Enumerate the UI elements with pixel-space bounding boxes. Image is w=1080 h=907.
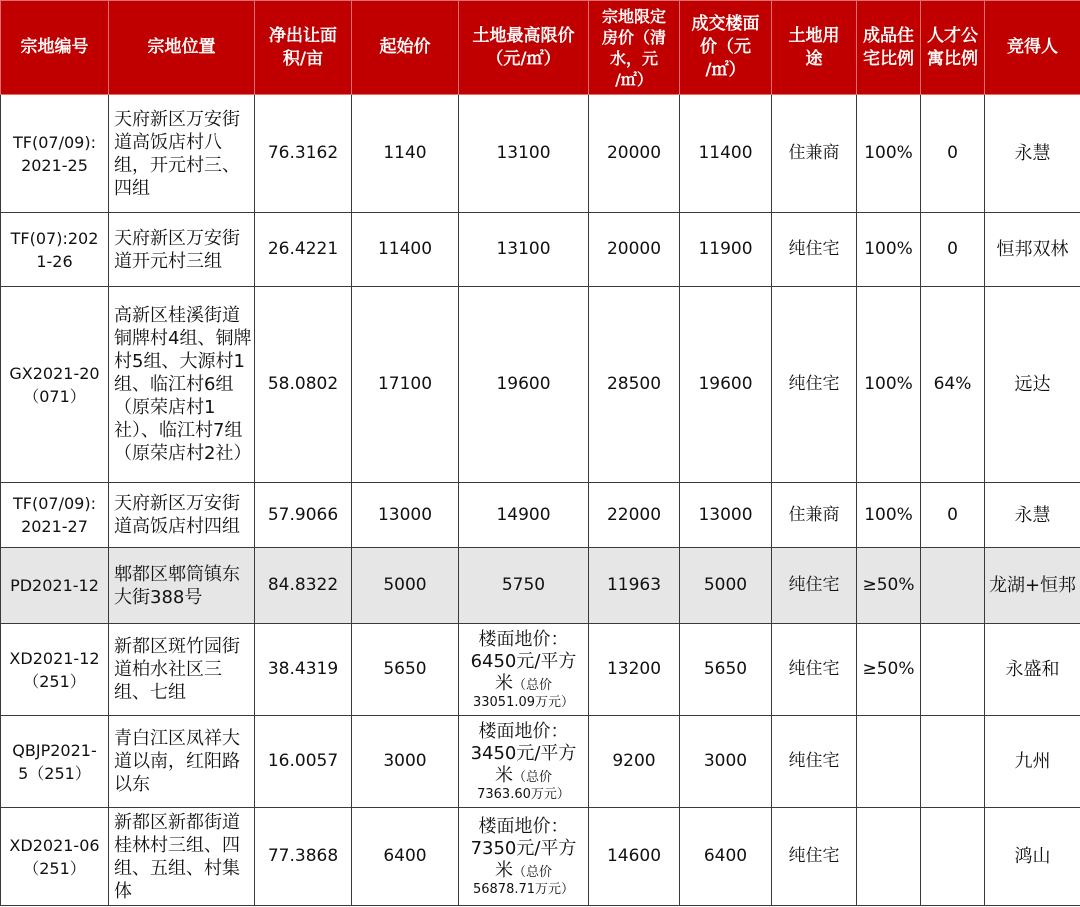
cell-finished-ratio: 100%	[857, 213, 921, 287]
cell-limit-price: 11963	[589, 548, 680, 624]
header-area: 净出让面 积/亩	[255, 1, 352, 95]
cell-bidder: 永慧	[985, 483, 1080, 548]
cell-location: 青白江区凤祥大道以南，红阳路以东	[109, 716, 255, 808]
cell-area: 84.8322	[255, 548, 352, 624]
cell-bidder: 远达	[985, 287, 1080, 483]
header-limit-price: 宗地限定 房价（清 水，元 /㎡）	[589, 1, 680, 95]
header-finished-ratio: 成品住 宅比例	[857, 1, 921, 95]
cell-limit-price: 14600	[589, 808, 680, 906]
cell-floor-price: 11900	[680, 213, 772, 287]
header-location: 宗地位置	[109, 1, 255, 95]
header-bidder: 竞得人	[985, 1, 1080, 95]
cell-finished-ratio: ≥50%	[857, 624, 921, 716]
table-row	[1, 95, 1080, 213]
cell-code: PD2021-12	[1, 548, 109, 624]
cell-location: 天府新区万安街道高饭店村四组	[109, 483, 255, 548]
cell-finished-ratio	[857, 716, 921, 808]
cell-location: 天府新区万安街道高饭店村八组，开元村三、四组	[109, 95, 255, 213]
cell-code: TF(07):202 1-26	[1, 213, 109, 287]
cell-max-price: 5750	[459, 548, 589, 624]
header-row	[1, 1, 1080, 95]
cell-location: 新都区新都街道桂林村三组、四组、五组、村集体	[109, 808, 255, 906]
cell-talent-ratio	[921, 716, 985, 808]
cell-limit-price: 20000	[589, 95, 680, 213]
cell-floor-price: 5000	[680, 548, 772, 624]
cell-finished-ratio: 100%	[857, 287, 921, 483]
cell-use: 纯住宅	[772, 624, 857, 716]
header-talent-ratio: 人才公 寓比例	[921, 1, 985, 95]
cell-use: 纯住宅	[772, 808, 857, 906]
cell-floor-price: 6400	[680, 808, 772, 906]
cell-use: 纯住宅	[772, 548, 857, 624]
cell-limit-price: 20000	[589, 213, 680, 287]
cell-use: 纯住宅	[772, 213, 857, 287]
cell-talent-ratio: 0	[921, 213, 985, 287]
table-row	[1, 716, 1080, 808]
cell-location: 郫都区郫筒镇东大街388号	[109, 548, 255, 624]
cell-start-price: 6400	[352, 808, 459, 906]
cell-code: XD2021-12 （251）	[1, 624, 109, 716]
cell-use: 住兼商	[772, 95, 857, 213]
cell-start-price: 13000	[352, 483, 459, 548]
cell-talent-ratio: 64%	[921, 287, 985, 483]
cell-use: 住兼商	[772, 483, 857, 548]
table-row	[1, 624, 1080, 716]
cell-area: 38.4319	[255, 624, 352, 716]
cell-bidder: 永慧	[985, 95, 1080, 213]
cell-limit-price: 22000	[589, 483, 680, 548]
cell-bidder: 鸿山	[985, 808, 1080, 906]
cell-bidder: 永盛和	[985, 624, 1080, 716]
cell-code: XD2021-06 （251）	[1, 808, 109, 906]
cell-bidder: 九州	[985, 716, 1080, 808]
cell-code: TF(07/09): 2021-27	[1, 483, 109, 548]
cell-start-price: 5650	[352, 624, 459, 716]
cell-location: 新都区斑竹园街道柏水社区三组、七组	[109, 624, 255, 716]
header-code: 宗地编号	[1, 1, 109, 95]
cell-code: TF(07/09): 2021-25	[1, 95, 109, 213]
header-max-price: 土地最高限价 （元/㎡）	[459, 1, 589, 95]
cell-talent-ratio: 0	[921, 95, 985, 213]
cell-talent-ratio: 0	[921, 483, 985, 548]
cell-start-price: 5000	[352, 548, 459, 624]
cell-max-price: 13100	[459, 213, 589, 287]
cell-max-price: 13100	[459, 95, 589, 213]
cell-limit-price: 28500	[589, 287, 680, 483]
header-floor-price: 成交楼面 价（元 /㎡）	[680, 1, 772, 95]
cell-floor-price: 19600	[680, 287, 772, 483]
cell-bidder: 恒邦双林	[985, 213, 1080, 287]
cell-code: GX2021-20 （071）	[1, 287, 109, 483]
cell-area: 26.4221	[255, 213, 352, 287]
cell-location: 天府新区万安街道开元村三组	[109, 213, 255, 287]
cell-max-price: 14900	[459, 483, 589, 548]
cell-use: 纯住宅	[772, 287, 857, 483]
cell-code: QBJP2021- 5（251）	[1, 716, 109, 808]
cell-limit-price: 9200	[589, 716, 680, 808]
cell-start-price: 11400	[352, 213, 459, 287]
cell-start-price: 3000	[352, 716, 459, 808]
cell-start-price: 1140	[352, 95, 459, 213]
table-row	[1, 213, 1080, 287]
cell-max-price: 楼面地价： 6450元/平方 米（总价 33051.09万元）	[459, 624, 589, 716]
cell-finished-ratio: 100%	[857, 95, 921, 213]
cell-area: 16.0057	[255, 716, 352, 808]
cell-area: 77.3868	[255, 808, 352, 906]
cell-bidder: 龙湖+恒邦	[985, 548, 1080, 624]
cell-talent-ratio	[921, 624, 985, 716]
cell-floor-price: 3000	[680, 716, 772, 808]
header-start-price: 起始价	[352, 1, 459, 95]
cell-max-price: 楼面地价： 7350元/平方 米（总价 56878.71万元）	[459, 808, 589, 906]
cell-limit-price: 13200	[589, 624, 680, 716]
table-row	[1, 287, 1080, 483]
cell-floor-price: 5650	[680, 624, 772, 716]
cell-talent-ratio	[921, 808, 985, 906]
cell-area: 57.9066	[255, 483, 352, 548]
cell-talent-ratio	[921, 548, 985, 624]
cell-finished-ratio: 100%	[857, 483, 921, 548]
table-row	[1, 483, 1080, 548]
cell-area: 76.3162	[255, 95, 352, 213]
cell-floor-price: 11400	[680, 95, 772, 213]
cell-area: 58.0802	[255, 287, 352, 483]
table-row	[1, 808, 1080, 906]
cell-use: 纯住宅	[772, 716, 857, 808]
cell-floor-price: 13000	[680, 483, 772, 548]
table-row	[1, 548, 1080, 624]
cell-finished-ratio	[857, 808, 921, 906]
cell-location: 高新区桂溪街道铜牌村4组、铜牌村5组、大源村1组、临江村6组（原荣店村1社）、临江村7组（原荣店村2社）	[109, 287, 255, 483]
cell-finished-ratio: ≥50%	[857, 548, 921, 624]
header-use: 土地用 途	[772, 1, 857, 95]
cell-max-price: 楼面地价： 3450元/平方 米（总价 7363.60万元）	[459, 716, 589, 808]
cell-start-price: 17100	[352, 287, 459, 483]
cell-max-price: 19600	[459, 287, 589, 483]
